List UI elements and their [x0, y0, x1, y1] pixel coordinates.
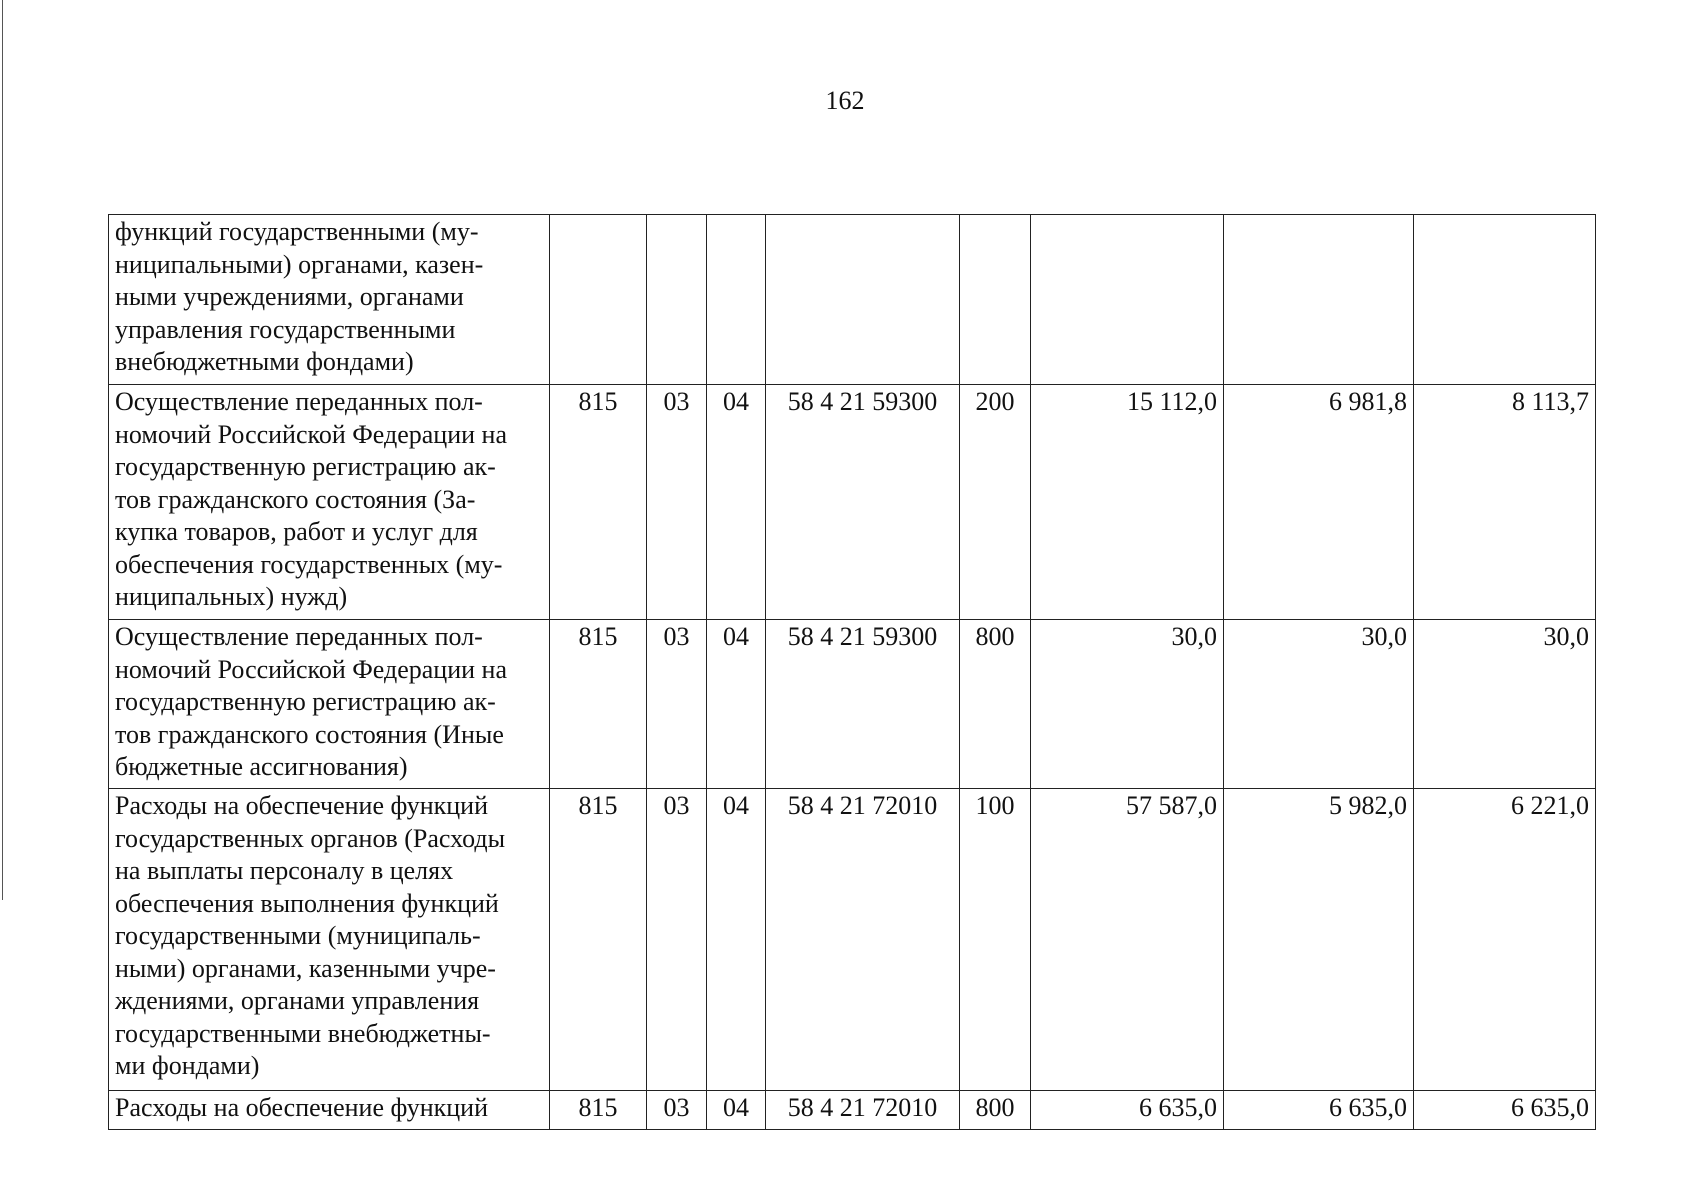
amount-year-1: 6 635,0 — [1031, 1091, 1224, 1130]
description-line: внебюджетными фондами) — [115, 347, 414, 376]
expense-type-code: 100 — [960, 789, 1031, 1091]
amount-year-2: 5 982,0 — [1224, 789, 1414, 1091]
section-code — [647, 215, 707, 385]
description-line: Расходы на обеспечение функций — [115, 791, 489, 820]
description-line: государственную регистрацию ак- — [115, 687, 496, 716]
description-line: управления государственными — [115, 314, 456, 344]
subsection-code: 04 — [707, 620, 766, 789]
amount-year-3: 6 635,0 — [1414, 1091, 1596, 1130]
row-description — [109, 215, 550, 385]
description-line: государственных органов (Расходы — [115, 823, 506, 853]
page-number: 162 — [825, 86, 865, 115]
row-description — [109, 789, 550, 1091]
amount-year-1: 57 587,0 — [1031, 789, 1224, 1091]
description-line: ми фондами) — [115, 1051, 260, 1080]
target-article-code: 58 4 21 59300 — [766, 620, 960, 789]
target-article-code: 58 4 21 59300 — [766, 385, 960, 620]
ministry-code: 815 — [550, 1091, 647, 1130]
expense-type-code: 200 — [960, 385, 1031, 620]
table-row — [109, 215, 1596, 385]
amount-year-1 — [1031, 215, 1224, 385]
description-line: тов гражданского состояния (Иные — [115, 719, 504, 749]
ministry-code — [550, 215, 647, 385]
amount-year-2 — [1224, 215, 1414, 385]
description-line: ными) органами, казенными учре- — [115, 953, 496, 983]
ministry-code: 815 — [550, 385, 647, 620]
section-code: 03 — [647, 620, 707, 789]
amount-year-3: 8 113,7 — [1414, 385, 1596, 620]
description-line: бюджетные ассигнования) — [115, 752, 408, 781]
description-line: государственную регистрацию ак- — [115, 452, 496, 481]
amount-year-3: 6 221,0 — [1414, 789, 1596, 1091]
row-description — [109, 385, 550, 620]
row-description — [109, 1091, 550, 1130]
row-description — [109, 620, 550, 789]
section-code: 03 — [647, 789, 707, 1091]
description-line: тов гражданского состояния (За- — [115, 484, 476, 514]
table-row — [109, 620, 1596, 789]
description-line: Расходы на обеспечение функций — [115, 1093, 489, 1122]
description-line: государственными внебюджетны- — [115, 1018, 491, 1048]
target-article-code — [766, 215, 960, 385]
expense-type-code — [960, 215, 1031, 385]
description-line: ными учреждениями, органами — [115, 282, 464, 311]
amount-year-2: 6 981,8 — [1224, 385, 1414, 620]
description-line: купка товаров, работ и услуг для — [115, 517, 478, 546]
table-row — [109, 385, 1596, 620]
amount-year-1: 15 112,0 — [1031, 385, 1224, 620]
description-line: Осуществление переданных пол- — [115, 387, 483, 416]
amount-year-3: 30,0 — [1414, 620, 1596, 789]
description-line: номочий Российской Федерации на — [115, 654, 507, 684]
table-row — [109, 1091, 1596, 1130]
amount-year-2: 30,0 — [1224, 620, 1414, 789]
table-row — [109, 789, 1596, 1091]
budget-table — [108, 214, 1596, 1130]
subsection-code: 04 — [707, 385, 766, 620]
description-line: номочий Российской Федерации на — [115, 419, 507, 449]
expense-type-code: 800 — [960, 620, 1031, 789]
description-line: на выплаты персоналу в целях — [115, 856, 454, 885]
ministry-code: 815 — [550, 789, 647, 1091]
description-line: ждениями, органами управления — [115, 986, 480, 1015]
left-scan-edge — [2, 0, 3, 900]
amount-year-3 — [1414, 215, 1596, 385]
description-line: ниципальных) нужд) — [115, 582, 348, 611]
description-line: государственными (муниципаль- — [115, 921, 481, 950]
target-article-code: 58 4 21 72010 — [766, 1091, 960, 1130]
ministry-code: 815 — [550, 620, 647, 789]
subsection-code — [707, 215, 766, 385]
table-body — [109, 215, 1596, 1130]
description-line: ниципальными) органами, казен- — [115, 249, 484, 279]
amount-year-2: 6 635,0 — [1224, 1091, 1414, 1130]
section-code: 03 — [647, 385, 707, 620]
description-line: обеспечения выполнения функций — [115, 888, 499, 918]
description-line: обеспечения государственных (му- — [115, 549, 503, 579]
target-article-code: 58 4 21 72010 — [766, 789, 960, 1091]
subsection-code: 04 — [707, 1091, 766, 1130]
amount-year-1: 30,0 — [1031, 620, 1224, 789]
description-line: Осуществление переданных пол- — [115, 622, 483, 651]
expense-type-code: 800 — [960, 1091, 1031, 1130]
subsection-code: 04 — [707, 789, 766, 1091]
section-code: 03 — [647, 1091, 707, 1130]
description-line: функций государственными (му- — [115, 217, 479, 246]
